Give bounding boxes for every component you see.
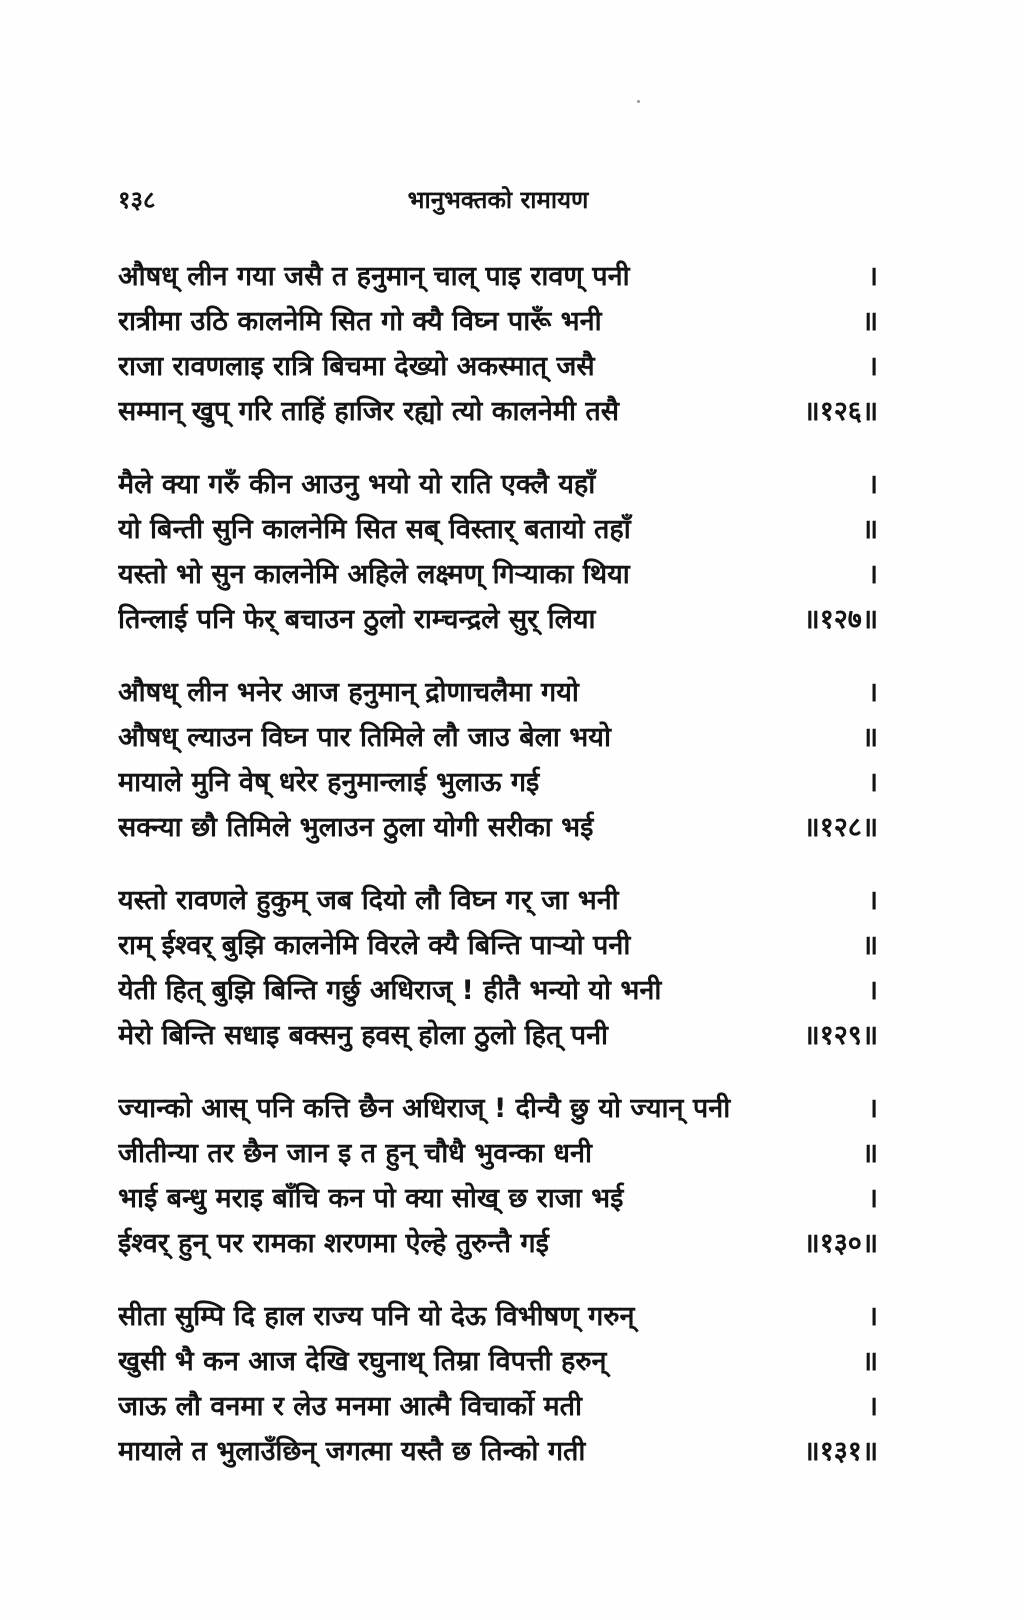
page-header xyxy=(118,185,878,225)
verse-text: भाई बन्धु मराइ बाँचि कन पो क्या सोख् छ राजा भई xyxy=(118,1183,624,1214)
verse-end-mark: । xyxy=(867,677,878,708)
running-title: भानुभक्तको रामायण xyxy=(407,186,589,214)
verse-end-mark: । xyxy=(867,469,878,500)
verse-line xyxy=(118,968,878,1013)
verse-text: राम् ईश्वर् बुझि कालनेमि विरले क्यै बिन्ति पाऱ्यो पनी xyxy=(118,930,631,961)
stanza-128 xyxy=(118,670,878,878)
verse-text: रात्रीमा उठि कालनेमि सित गो क्यै विघ्न पारूँ भनी xyxy=(118,306,602,337)
verse-text: यस्तो रावणले हुकुम् जब दियो लौ विघ्न गर् जा भनी xyxy=(118,885,619,916)
verse-text: औषध् लीन गया जसै त हनुमान् चाल् पाइ रावण् पनी xyxy=(118,261,630,292)
verse-end-mark: ॥ xyxy=(861,930,878,961)
verse-end-mark: । xyxy=(867,351,878,382)
verse-number: ॥१२६॥ xyxy=(803,396,878,427)
verse-text: राजा रावणलाइ रात्रि बिचमा देख्यो अकस्मात् जसै xyxy=(118,351,595,382)
verse-text: मायाले मुनि वेष् धरेर हनुमान्लाई भुलाऊ गई xyxy=(118,767,540,798)
verse-number: ॥१२७॥ xyxy=(803,604,878,635)
verse-line xyxy=(118,1176,878,1221)
verse-end-mark: ॥ xyxy=(861,1138,878,1169)
stanza-131 xyxy=(118,1294,878,1502)
verse-line xyxy=(118,1384,878,1429)
verse-line xyxy=(118,254,878,299)
verse-line xyxy=(118,1294,878,1339)
verse-text: मायाले त भुलाउँछिन् जगत्मा यस्तै छ तिन्को गती xyxy=(118,1436,586,1467)
verse-end-mark: । xyxy=(867,767,878,798)
verse-text: मैले क्या गरुँ कीन आउनु भयो यो राति एक्लै यहाँ xyxy=(118,469,596,500)
stanza-129 xyxy=(118,878,878,1086)
verse-text: खुसी भै कन आज देखि रघुनाथ् तिम्रा विपत्ती हरुन् xyxy=(118,1346,607,1377)
verse-end-mark: । xyxy=(867,559,878,590)
stanza-130 xyxy=(118,1086,878,1294)
paper-speck xyxy=(637,100,640,103)
verse-end-mark: । xyxy=(867,885,878,916)
verse-line xyxy=(118,878,878,923)
verse-text: तिन्लाई पनि फेर् बचाउन ठुलो राम्चन्द्रले सुर् लिया xyxy=(118,604,596,635)
stanza-126 xyxy=(118,254,878,462)
verse-end-mark: ॥ xyxy=(861,1346,878,1377)
verse-line xyxy=(118,1429,878,1474)
verse-line xyxy=(118,1086,878,1131)
verse-text: मेरो बिन्ति सधाइ बक्सनु हवस् होला ठुलो हित् पनी xyxy=(118,1020,609,1051)
verse-end-mark: । xyxy=(867,261,878,292)
verse-text: सक्न्या छौ तिमिले भुलाउन ठुला योगी सरीका भई xyxy=(118,812,594,843)
verse-end-mark: ॥ xyxy=(861,514,878,545)
verse-number: ॥१३०॥ xyxy=(803,1228,878,1259)
verse-line xyxy=(118,923,878,968)
verse-end-mark: ॥ xyxy=(861,722,878,753)
verse-end-mark: ॥ xyxy=(861,306,878,337)
verse-text: जीतीन्या तर छैन जान इ त हुन् चौधै भुवन्का धनी xyxy=(118,1138,592,1169)
verse-text: यो बिन्ती सुनि कालनेमि सित सब् विस्तार् बतायो तहाँ xyxy=(118,514,631,545)
verse-line xyxy=(118,299,878,344)
verse-end-mark: । xyxy=(867,1093,878,1124)
verse-text: औषध् लीन भनेर आज हनुमान् द्रोणाचलैमा गयो xyxy=(118,677,579,708)
verse-line xyxy=(118,670,878,715)
verse-text: ज्यान्को आस् पनि कत्ति छैन अधिराज् ! दीन्यै छु यो ज्यान् पनी xyxy=(118,1093,731,1124)
stanza-127 xyxy=(118,462,878,670)
verse-end-mark: । xyxy=(867,1391,878,1422)
verse-line xyxy=(118,805,878,850)
verse-line xyxy=(118,552,878,597)
verse-text: ईश्वर् हुन् पर रामका शरणमा ऐल्हे तुरुन्तै गई xyxy=(118,1228,549,1259)
page-number: १३८ xyxy=(118,186,156,214)
verse-end-mark: । xyxy=(867,1183,878,1214)
verse-number: ॥१३१॥ xyxy=(803,1436,878,1467)
verse-text: औषध् ल्याउन विघ्न पार तिमिले लौ जाउ बेला भयो xyxy=(118,722,611,753)
verse-text: येती हित् बुझि बिन्ति गर्छु अधिराज् ! हीतै भन्यो यो भनी xyxy=(118,975,662,1006)
verse-end-mark: । xyxy=(867,975,878,1006)
verse-text: सम्मान् खुप् गरि ताहिं हाजिर रह्यो त्यो कालनेमी तसै xyxy=(118,396,619,427)
verse-text: जाऊ लौ वनमा र लेउ मनमा आत्मै विचार्को मती xyxy=(118,1391,582,1422)
verse-line xyxy=(118,389,878,434)
verse-line xyxy=(118,1339,878,1384)
verse-line xyxy=(118,344,878,389)
verse-line xyxy=(118,1013,878,1058)
verse-line xyxy=(118,715,878,760)
verse-block xyxy=(118,254,878,1502)
verse-line xyxy=(118,760,878,805)
verse-line xyxy=(118,1131,878,1176)
verse-number: ॥१२८॥ xyxy=(803,812,878,843)
verse-number: ॥१२९॥ xyxy=(803,1020,878,1051)
verse-line xyxy=(118,597,878,642)
verse-text: यस्तो भो सुन कालनेमि अहिले लक्ष्मण् गिऱ्याका थिया xyxy=(118,559,630,590)
verse-end-mark: । xyxy=(867,1301,878,1332)
verse-line xyxy=(118,1221,878,1266)
verse-line xyxy=(118,462,878,507)
verse-line xyxy=(118,507,878,552)
verse-text: सीता सुम्पि दि हाल राज्य पनि यो देऊ विभीषण् गरुन् xyxy=(118,1301,635,1332)
